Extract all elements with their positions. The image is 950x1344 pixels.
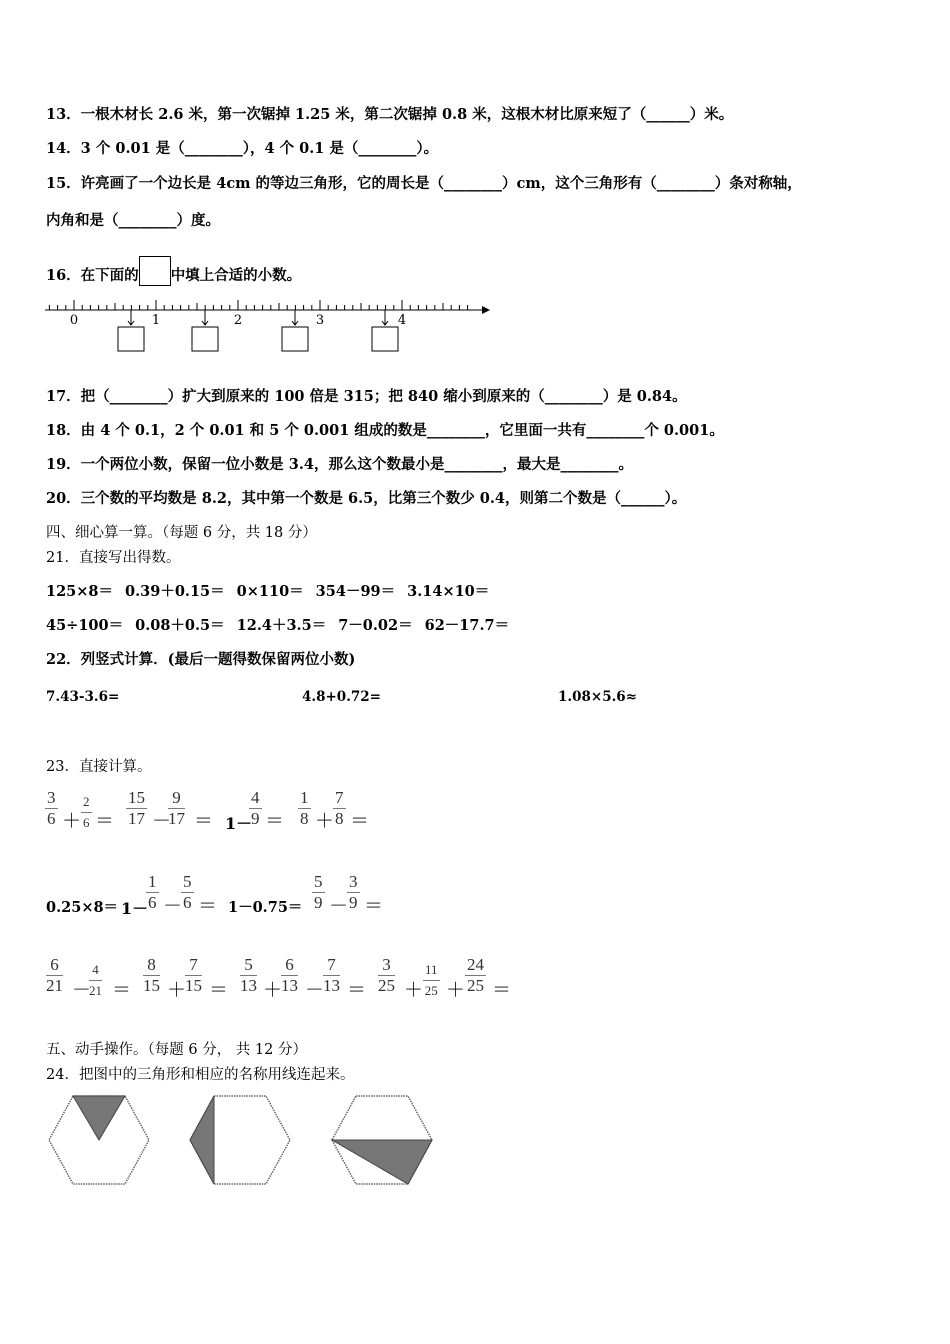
calc-item: 12.4＋3.5＝ xyxy=(236,617,327,634)
answer-box-4[interactable] xyxy=(372,327,398,351)
equals-sign: ＝ xyxy=(350,810,370,832)
answer-box-2[interactable] xyxy=(192,327,218,351)
numerator: 7 xyxy=(185,955,202,976)
equals-sign: ＝ xyxy=(198,895,218,917)
numerator: 3 xyxy=(47,788,56,807)
denominator: 21 xyxy=(46,976,63,995)
question-16 xyxy=(46,256,301,286)
denominator: 6 xyxy=(83,815,90,830)
plus-sign: ＋ xyxy=(446,979,466,1001)
minus-sign: － xyxy=(163,895,183,917)
equals-sign: ＝ xyxy=(347,979,367,1001)
fraction xyxy=(143,955,160,996)
fraction xyxy=(146,872,159,913)
equals-sign: ＝ xyxy=(265,810,285,832)
numberline-label-1: 1 xyxy=(151,313,161,328)
fraction xyxy=(240,955,257,996)
numerator: 5 xyxy=(240,955,257,976)
calc-item: 0.39＋0.15＝ xyxy=(125,583,225,600)
vertical-calc-3: 1.08×5.6≈ xyxy=(558,689,637,705)
denominator: 15 xyxy=(143,976,160,995)
denominator: 13 xyxy=(240,976,257,995)
plus-sign: ＋ xyxy=(404,979,424,1001)
answer-box-3[interactable] xyxy=(282,327,308,351)
minus-sign: － xyxy=(72,979,92,1001)
fraction xyxy=(89,960,102,1001)
vertical-calc-2: 4.8+0.72= xyxy=(302,689,381,705)
minus-sign: － xyxy=(329,895,349,917)
shaded-triangle xyxy=(190,1096,214,1184)
minus-sign: － xyxy=(305,979,325,1001)
denominator: 25 xyxy=(424,983,438,998)
fraction xyxy=(181,872,194,913)
denominator: 6 xyxy=(47,809,56,828)
question-22: 22．列竖式计算．(最后一题得数保留两位小数) xyxy=(46,651,356,668)
hexagon-figure-1 xyxy=(45,1093,153,1187)
denominator: 13 xyxy=(323,976,340,995)
question-23: 23．直接计算。 xyxy=(46,759,152,775)
numerator: 1 xyxy=(300,788,309,807)
numerator: 1 xyxy=(148,872,157,891)
numerator: 24 xyxy=(467,955,484,974)
denominator: 17 xyxy=(128,809,145,828)
hexagon-figure-3 xyxy=(328,1093,436,1187)
question-18: 18．由 4 个 0.1，2 个 0.01 和 5 个 0.001 组成的数是________，它里面一共有________个 0.001。 xyxy=(46,422,724,439)
denominator: 25 xyxy=(378,976,395,995)
question-20: 20．三个数的平均数是 8.2，其中第一个数是 6.5，比第三个数少 0.4，则第二个数是（______）。 xyxy=(46,490,687,507)
fraction xyxy=(185,955,202,996)
text-term: 1－ xyxy=(225,814,253,833)
section-4-heading: 四、细心算一算。（每题 6 分，共 18 分） xyxy=(46,525,317,541)
section-5-heading: 五、动手操作。（每题 6 分， 共 12 分） xyxy=(46,1042,307,1058)
question-16-prefix: 16．在下面的 xyxy=(46,267,139,284)
denominator: 21 xyxy=(89,983,102,998)
numerator: 3 xyxy=(378,955,395,976)
numberline-label-3: 3 xyxy=(315,313,325,328)
calc-item: 7－0.02＝ xyxy=(338,617,413,634)
calc-item: 45÷100＝ xyxy=(46,617,124,634)
text-term: 0.25×8＝ xyxy=(46,899,119,916)
fraction xyxy=(423,960,440,1001)
denominator: 9 xyxy=(314,893,323,912)
equals-sign: ＝ xyxy=(112,979,132,1001)
denominator: 8 xyxy=(335,809,344,828)
numerator: 5 xyxy=(183,872,192,891)
plus-sign: ＋ xyxy=(263,979,283,1001)
plus-sign: ＋ xyxy=(315,810,335,832)
numerator: 4 xyxy=(251,788,260,807)
numerator: 7 xyxy=(323,955,340,976)
hexagon-figure-2 xyxy=(186,1093,294,1187)
text-term: 1－0.75＝ xyxy=(228,899,303,916)
calc-item: 0×110＝ xyxy=(236,583,304,600)
numerator: 15 xyxy=(128,788,145,807)
plus-sign: ＋ xyxy=(62,810,82,832)
numberline-label-4: 4 xyxy=(397,313,407,328)
numerator: 8 xyxy=(143,955,160,976)
numerator: 4 xyxy=(89,960,102,981)
fraction xyxy=(45,788,58,829)
denominator: 17 xyxy=(168,809,185,828)
denominator: 9 xyxy=(349,893,358,912)
calc-item: 125×8＝ xyxy=(46,583,114,600)
calc-item: 3.14×10＝ xyxy=(407,583,490,600)
equals-sign: ＝ xyxy=(209,979,229,1001)
fraction xyxy=(378,955,395,996)
fraction xyxy=(281,955,298,996)
equals-sign: ＝ xyxy=(364,895,384,917)
fraction xyxy=(168,788,185,829)
numerator: 3 xyxy=(349,872,358,891)
fraction xyxy=(465,955,486,996)
calc-item: 62－17.7＝ xyxy=(424,617,510,634)
denominator: 15 xyxy=(185,976,202,995)
question-16-suffix: 中填上合适的小数。 xyxy=(170,267,302,284)
question-13: 13．一根木材长 2.6 米，第一次锯掉 1.25 米，第二次锯掉 0.8 米，这根木材比原来短了（______）米。 xyxy=(46,106,734,123)
numberline-label-2: 2 xyxy=(233,313,243,328)
equals-sign: ＝ xyxy=(95,810,115,832)
question-17: 17．把（________）扩大到原来的 100 倍是 315；把 840 缩小到原来的（________）是 0.84。 xyxy=(46,388,687,405)
numerator: 9 xyxy=(168,788,185,809)
question-24: 24．把图中的三角形和相应的名称用线连起来。 xyxy=(46,1067,355,1083)
numberline-label-0: 0 xyxy=(69,313,79,328)
calc-item: 354－99＝ xyxy=(315,583,396,600)
denominator: 9 xyxy=(251,809,260,828)
calc-item: 0.08＋0.5＝ xyxy=(135,617,225,634)
numerator: 5 xyxy=(314,872,323,891)
fraction xyxy=(46,955,63,996)
numerator: 6 xyxy=(46,955,63,976)
text-term: 1－ xyxy=(121,899,149,918)
plus-sign: ＋ xyxy=(167,979,187,1001)
numerator: 6 xyxy=(281,955,298,976)
number-line xyxy=(40,292,500,357)
answer-box-1[interactable] xyxy=(118,327,144,351)
calc-row-2 xyxy=(46,614,521,635)
fraction xyxy=(249,788,262,829)
question-21: 21．直接写出得数。 xyxy=(46,550,181,566)
fraction xyxy=(81,792,92,833)
fraction xyxy=(312,872,325,913)
denominator: 6 xyxy=(148,893,157,912)
question-15-line1: 15．许亮画了一个边长是 4cm 的等边三角形，它的周长是（________）cm，这个三角形有（________）条对称轴， xyxy=(46,175,802,192)
numerator: 11 xyxy=(423,960,440,981)
fraction xyxy=(126,788,147,829)
fraction xyxy=(323,955,340,996)
equals-sign: ＝ xyxy=(194,810,214,832)
question-15-line2: 内角和是（________）度。 xyxy=(46,212,220,229)
equals-sign: ＝ xyxy=(492,979,512,1001)
sample-box xyxy=(139,256,171,286)
minus-sign: － xyxy=(152,810,172,832)
numerator: 7 xyxy=(335,788,344,807)
question-14: 14．3 个 0.01 是（________），4 个 0.1 是（________）。 xyxy=(46,140,439,157)
fraction xyxy=(298,788,311,829)
fraction xyxy=(333,788,346,829)
numerator: 2 xyxy=(81,792,92,813)
vertical-calc-1: 7.43-3.6= xyxy=(46,689,120,705)
question-19: 19．一个两位小数，保留一位小数是 3.4，那么这个数最小是________，最大是________。 xyxy=(46,456,633,473)
fraction xyxy=(347,872,360,913)
denominator: 6 xyxy=(183,893,192,912)
denominator: 8 xyxy=(300,809,309,828)
calc-row-1 xyxy=(46,580,501,601)
denominator: 13 xyxy=(281,976,298,995)
denominator: 25 xyxy=(467,976,484,995)
